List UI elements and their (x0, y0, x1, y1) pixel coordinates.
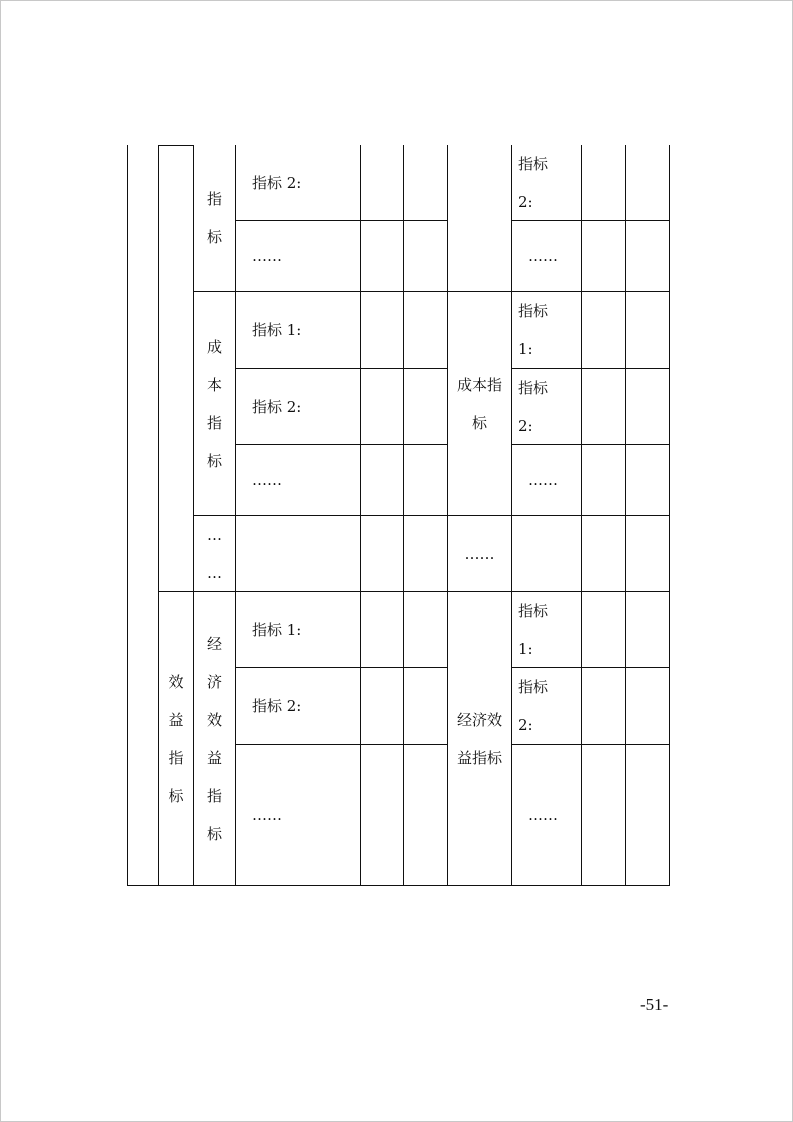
benefit-cell (159, 592, 193, 885)
vchar: 成 (206, 337, 222, 356)
vchar: 指 (206, 786, 222, 805)
indicator-text: …… (252, 247, 282, 265)
indicator-cell (236, 221, 360, 291)
indicator-cell (236, 369, 360, 444)
category-cell-more (194, 516, 235, 591)
right-indicator-cell (512, 221, 581, 291)
category-label-top (207, 180, 222, 256)
category-cell-top (194, 145, 235, 291)
vchar: 标 (206, 824, 222, 843)
category-label-econ (207, 625, 222, 853)
mid-category-more (448, 516, 511, 591)
indicator-cell (236, 745, 360, 885)
vchar: 益 (168, 710, 184, 729)
indicator-text: 指标 1: (252, 620, 302, 639)
table-vline (127, 145, 128, 886)
right-indicator-text: …… (528, 806, 558, 824)
vchar: 济 (206, 672, 222, 691)
right-indicator-cell (512, 292, 581, 368)
right-indicator-text: 指标2: (518, 678, 549, 734)
indicator-text: 指标 2: (252, 397, 302, 416)
indicator-text: 指标 2: (252, 697, 302, 715)
mid-category-cost (448, 292, 511, 515)
category-label-cost (207, 328, 222, 480)
vchar: 经 (206, 634, 222, 653)
indicator-text: …… (252, 806, 282, 824)
right-indicator-text: 指标1: (518, 302, 549, 358)
vchar: 效 (168, 672, 184, 691)
right-indicator-cell (512, 668, 581, 744)
indicator-cell (236, 145, 360, 220)
right-indicator-text: 指标1: (518, 601, 549, 658)
right-indicator-text: …… (528, 247, 558, 265)
table-hline (127, 885, 670, 886)
right-indicator-cell (512, 745, 581, 885)
right-indicator-text: 指标2: (518, 154, 549, 211)
page-number: -51- (640, 995, 669, 1014)
vchar: … (207, 525, 222, 544)
indicator-cell (236, 292, 360, 368)
mid-category-text: 成本指标 (456, 375, 502, 432)
vchar: … (207, 563, 222, 582)
benefit-label (168, 663, 183, 815)
mid-category-text: …… (464, 544, 495, 563)
right-indicator-cell (512, 445, 581, 515)
vchar: 标 (206, 451, 222, 470)
mid-category-econ (448, 592, 511, 885)
right-indicator-cell (512, 369, 581, 444)
indicator-text: 指标 2: (252, 173, 302, 192)
vchar: 标 (206, 228, 222, 246)
category-cell-cost (194, 292, 235, 515)
vchar: 指 (206, 190, 222, 208)
table-vline (669, 145, 670, 886)
indicator-text: 指标 1: (252, 321, 302, 339)
mid-category-text: 经济效益指标 (456, 710, 502, 767)
vchar: 指 (206, 413, 222, 432)
right-indicator-text: …… (528, 471, 558, 489)
indicator-cell (236, 445, 360, 515)
table-hline (158, 145, 193, 146)
indicator-cell (236, 592, 360, 667)
vchar: 指 (168, 748, 184, 767)
indicator-cell (236, 668, 360, 744)
category-label-more (207, 516, 222, 592)
right-indicator-cell (512, 145, 581, 220)
right-indicator-cell (512, 592, 581, 667)
vchar: 益 (206, 748, 222, 767)
vchar: 本 (206, 375, 222, 394)
vchar: 标 (168, 786, 184, 805)
indicator-text: …… (252, 471, 282, 489)
vchar: 效 (206, 710, 222, 729)
category-cell-econ (194, 592, 235, 885)
right-indicator-text: 指标2: (518, 378, 549, 435)
